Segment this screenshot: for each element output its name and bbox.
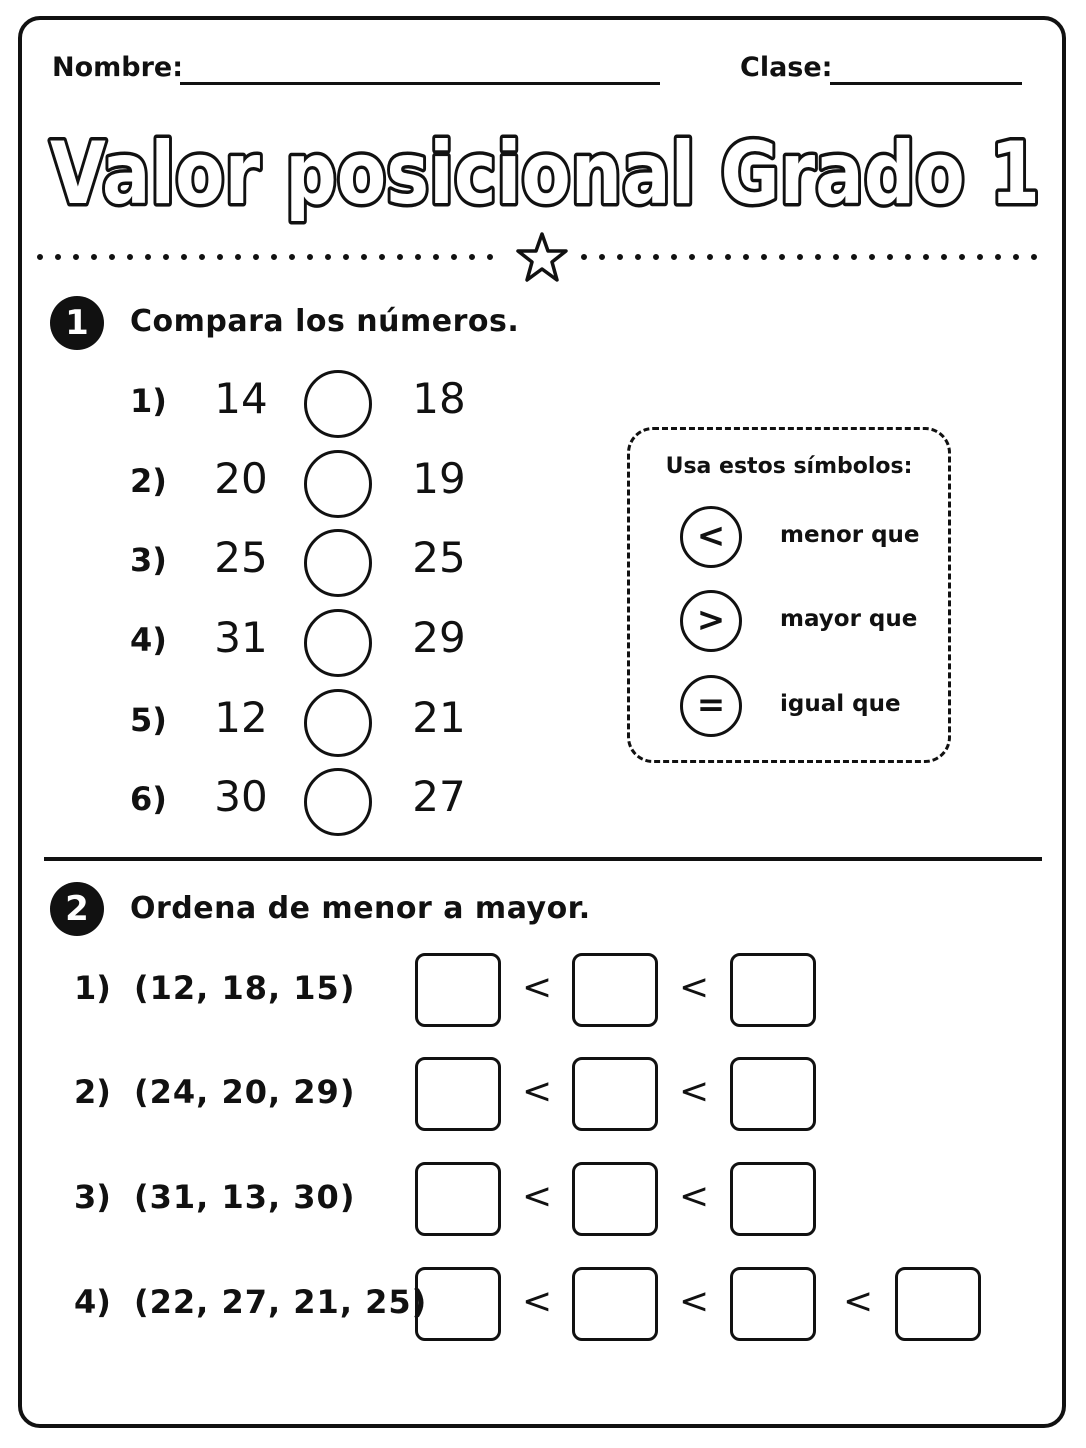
less-than-sign: <: [679, 1176, 710, 1217]
less-than-sign: <: [843, 1281, 874, 1322]
less-than-sign: <: [522, 967, 553, 1008]
order-answer-box[interactable]: [730, 1057, 816, 1131]
order-item: [0, 1057, 1086, 1137]
less-than-icon: <: [680, 506, 742, 568]
legend-title: Usa estos símbolos:: [665, 454, 913, 479]
equals-icon: =: [680, 675, 742, 737]
compare-item-index: 1): [130, 382, 167, 420]
compare-item-index: 5): [130, 701, 167, 739]
less-than-sign: <: [679, 967, 710, 1008]
less-than-sign: <: [522, 1176, 553, 1217]
class-field-line[interactable]: [830, 82, 1022, 85]
order-answer-box[interactable]: [572, 1162, 658, 1236]
dotted-divider-right: [580, 253, 1050, 261]
compare-item: [0, 609, 600, 679]
compare-number-right: 27: [412, 772, 466, 821]
order-item-index: 1): [74, 969, 111, 1007]
order-number-set: (12, 18, 15): [134, 969, 356, 1007]
compare-item: [0, 689, 600, 759]
order-item-index: 4): [74, 1283, 111, 1321]
compare-number-left: 31: [214, 613, 268, 662]
compare-item-index: 6): [130, 780, 167, 818]
order-answer-box[interactable]: [415, 953, 501, 1027]
order-answer-box[interactable]: [730, 1267, 816, 1341]
compare-item: [0, 768, 600, 838]
order-answer-box[interactable]: [415, 1057, 501, 1131]
less-than-sign: <: [679, 1071, 710, 1112]
compare-number-right: 25: [412, 533, 466, 582]
compare-number-left: 12: [214, 693, 268, 742]
order-answer-box[interactable]: [730, 1162, 816, 1236]
order-item: [0, 1162, 1086, 1242]
compare-item-index: 3): [130, 541, 167, 579]
compare-answer-circle[interactable]: [304, 450, 372, 518]
compare-number-left: 25: [214, 533, 268, 582]
order-number-set: (22, 27, 21, 25): [134, 1283, 428, 1321]
compare-answer-circle[interactable]: [304, 370, 372, 438]
compare-answer-circle[interactable]: [304, 768, 372, 836]
order-answer-box[interactable]: [572, 1267, 658, 1341]
compare-number-left: 20: [214, 454, 268, 503]
compare-number-left: 14: [214, 374, 268, 423]
compare-item-index: 2): [130, 462, 167, 500]
compare-item: [0, 370, 600, 440]
section-2-badge: 2: [50, 882, 104, 936]
order-answer-box[interactable]: [572, 953, 658, 1027]
compare-item-index: 4): [130, 621, 167, 659]
class-label: Clase:: [740, 52, 833, 83]
order-item: [0, 953, 1086, 1033]
less-than-sign: <: [522, 1281, 553, 1322]
greater-than-label: mayor que: [780, 606, 918, 632]
equals-label: igual que: [780, 691, 901, 717]
compare-number-right: 18: [412, 374, 466, 423]
name-field-line[interactable]: [180, 82, 660, 85]
order-answer-box[interactable]: [415, 1162, 501, 1236]
order-item-index: 3): [74, 1178, 111, 1216]
name-label: Nombre:: [52, 52, 184, 83]
star-icon: [514, 230, 570, 284]
compare-number-right: 21: [412, 693, 466, 742]
compare-number-left: 30: [214, 772, 268, 821]
greater-than-icon: >: [680, 590, 742, 652]
order-answer-box[interactable]: [415, 1267, 501, 1341]
compare-item: [0, 450, 600, 520]
compare-item: [0, 529, 600, 599]
section-1-instruction: Compara los números.: [130, 304, 520, 339]
order-number-set: (31, 13, 30): [134, 1178, 356, 1216]
compare-answer-circle[interactable]: [304, 689, 372, 757]
order-answer-box[interactable]: [895, 1267, 981, 1341]
section-divider: [44, 857, 1042, 861]
order-number-set: (24, 20, 29): [134, 1073, 356, 1111]
dotted-divider-left: [36, 253, 506, 261]
section-1-badge: 1: [50, 296, 104, 350]
less-than-sign: <: [679, 1281, 710, 1322]
section-2-instruction: Ordena de menor a mayor.: [130, 891, 591, 926]
less-than-sign: <: [522, 1071, 553, 1112]
compare-number-right: 29: [412, 613, 466, 662]
order-answer-box[interactable]: [730, 953, 816, 1027]
compare-number-right: 19: [412, 454, 466, 503]
less-than-label: menor que: [780, 522, 920, 548]
order-answer-box[interactable]: [572, 1057, 658, 1131]
symbol-legend: [627, 427, 951, 763]
worksheet-title-text: Valor posicional Grado 1: [50, 124, 1040, 224]
order-item-index: 2): [74, 1073, 111, 1111]
compare-answer-circle[interactable]: [304, 529, 372, 597]
compare-answer-circle[interactable]: [304, 609, 372, 677]
order-item: [0, 1267, 1086, 1347]
worksheet-title: [40, 108, 1050, 228]
